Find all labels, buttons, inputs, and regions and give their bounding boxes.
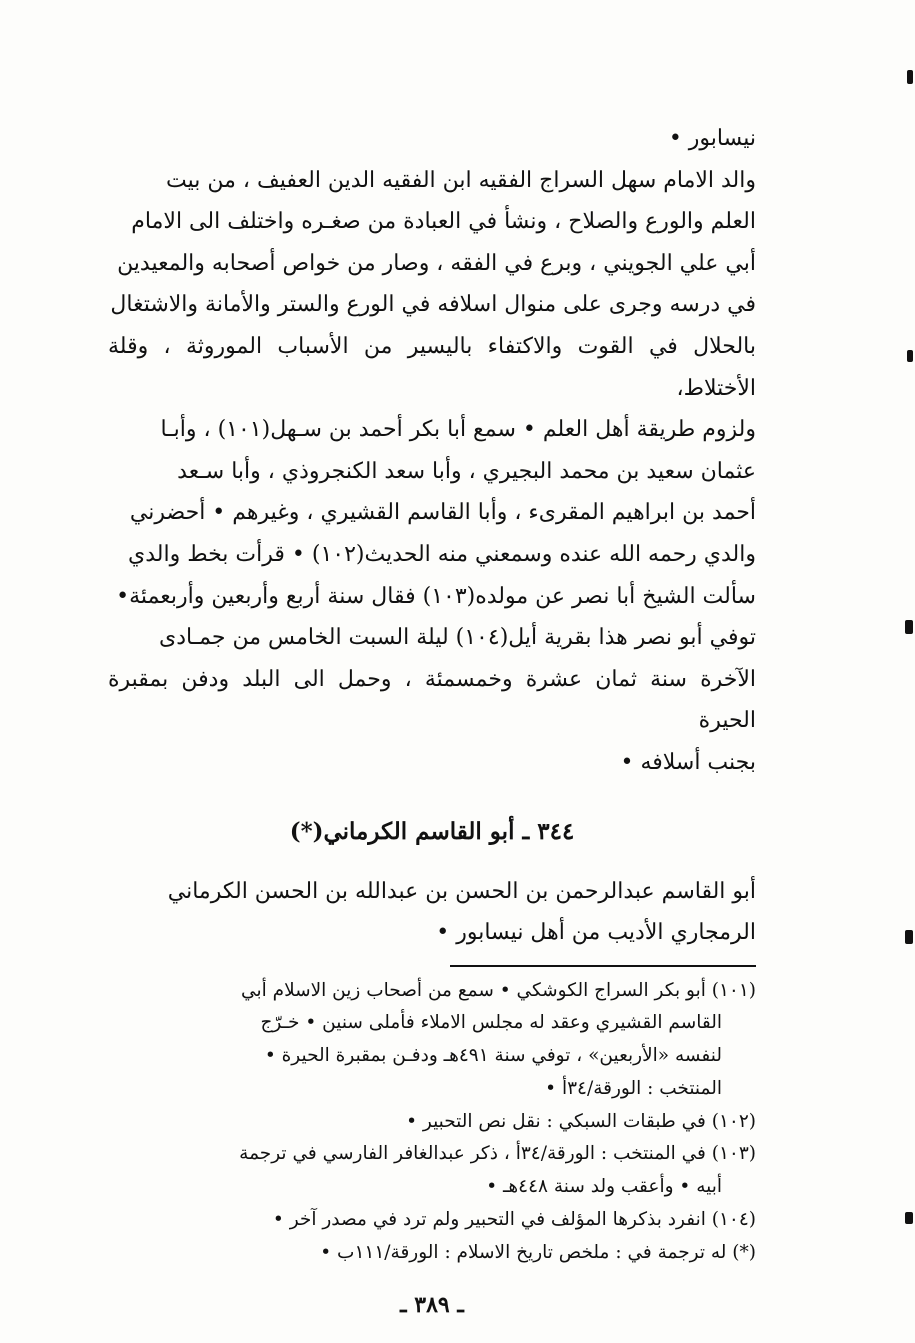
text-line: والد الامام سهل السراج الفقيه ابن الفقيه الدين العفيف ، من بيت: [165, 167, 756, 193]
footnote-104: [108, 1204, 756, 1237]
footnote-line: (*) له ترجمة في : ملخص تاريخ الاسلام : الورقة/١١١ب •: [320, 1241, 756, 1263]
entry-text: [108, 871, 756, 953]
text-line: الآخرة سنة ثمان عشرة وخمسمئة ، وحمل الى البلد ودفن بمقبرة الحيرة: [108, 666, 756, 734]
text-line: والدي رحمه الله عنده وسمعني منه الحديث(١٠٢) • قرأت بخط والدي: [128, 541, 756, 567]
footnote-102: [108, 1106, 756, 1139]
scan-edge-mark: [907, 350, 913, 362]
footnote-line: أبيه • وأعقب ولد سنة ٤٤٨هـ •: [486, 1176, 722, 1198]
text-line: توفي أبو نصر هذا بقرية أيل(١٠٤) ليلة السبت الخامس من جمـادى: [159, 625, 756, 651]
footnote-101: [108, 975, 756, 1106]
text-line: ولزوم طريقة أهل العلم • سمع أبا بكر أحمد بن سـهل(١٠١) ، وأبـا: [160, 417, 756, 443]
text-line: أبو القاسم عبدالرحمن بن الحسن بن عبدالله بن الحسن الكرماني: [167, 878, 756, 904]
footnote-line: (١٠٣) في المنتخب : الورقة/٣٤أ ، ذكر عبدالغافر الفارسي في ترجمة: [239, 1143, 756, 1165]
scan-edge-mark: [905, 620, 913, 634]
text-line: عثمان سعيد بن محمد البجيري ، وأبا سعد الكنجروذي ، وأبا سـعد: [177, 458, 756, 484]
footnote-line: (١٠٢) في طبقات السبكي : نقل نص التحبير •: [406, 1110, 756, 1132]
page-number: ـ ٣٨٩ ـ: [400, 1291, 464, 1318]
text-line: نيسابور •: [668, 126, 756, 151]
scan-edge-mark: [905, 1212, 913, 1224]
text-line: بالحلال في القوت والاكتفاء باليسير من الأسباب الموروثة ، وقلة الأختلاط،: [108, 333, 756, 401]
text-line: سألت الشيخ أبا نصر عن مولده(١٠٣) فقال سنة أربع وأربعين وأربعمئة•: [116, 583, 756, 609]
footnote-line: المنتخب : الورقة/٣٤أ •: [545, 1077, 722, 1099]
document-page: [108, 118, 756, 1318]
footnote-line: القاسم القشيري وعقد له مجلس الاملاء فأملى سنين • خـرّج: [260, 1012, 722, 1034]
footnote-line: (١٠١) أبو بكر السراج الكوشكي • سمع من أصحاب زين الاسلام أبي: [241, 979, 756, 1001]
text-line: أبي علي الجويني ، وبرع في الفقه ، وصار من خواص أصحابه والمعيدين: [117, 250, 756, 276]
footnote-103: [108, 1138, 756, 1204]
text-line: في درسه وجرى على منوال اسلافه في الورع والستر والأمانة والاشتغال: [110, 292, 756, 318]
biography-text: [108, 118, 756, 784]
footnotes: [108, 975, 756, 1270]
text-line: العلم والورع والصلاح ، ونشأ في العبادة من صغـره واختلف الى الامام: [131, 209, 756, 235]
entry-heading: ٣٤٤ ـ أبو القاسم الكرماني(*): [289, 817, 575, 845]
footnote-divider: [450, 965, 756, 967]
footnote-line: لنفسه «الأربعين» ، توفي سنة ٤٩١هـ ودفـن بمقبرة الحيرة •: [264, 1045, 722, 1067]
text-line: أحمد بن ابراهيم المقرىء ، وأبا القاسم القشيري ، وغيرهم • أحضرني: [129, 500, 756, 526]
footnote-star: [108, 1237, 756, 1270]
scan-edge-mark: [905, 930, 913, 944]
text-line: بجنب أسلافه •: [620, 749, 756, 775]
scan-edge-mark: [907, 70, 913, 84]
text-line: الرمجاري الأديب من أهل نيسابور •: [436, 919, 756, 945]
footnote-line: (١٠٤) انفرد بذكرها المؤلف في التحبير ولم ترد في مصدر آخر •: [272, 1209, 756, 1231]
